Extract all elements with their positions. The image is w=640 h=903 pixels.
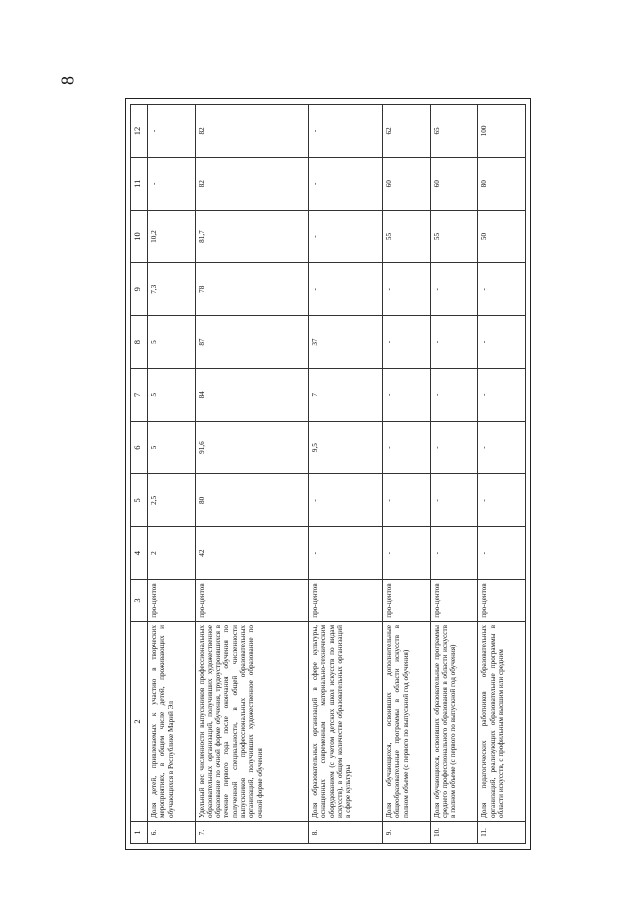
value-cell: -: [309, 157, 383, 210]
indicator-description: Доля обучающихся, освоивших образовательные программы среднего профессионального образования в области искусств в полном объеме (с первого по выпускной год обучения): [430, 622, 478, 822]
value-cell: -: [478, 474, 526, 527]
table-row: [195, 105, 309, 844]
unit-cell: про-центов: [478, 580, 526, 622]
value-cell: -: [148, 105, 196, 158]
row-number: 6.: [148, 822, 196, 844]
value-cell: -: [309, 263, 383, 316]
unit-cell: про-центов: [430, 580, 478, 622]
value-cell: 7,3: [148, 263, 196, 316]
value-cell: 60: [383, 157, 431, 210]
row-number: 7.: [195, 822, 309, 844]
value-cell: -: [430, 527, 478, 580]
value-cell: 82: [195, 105, 309, 158]
column-header: 1: [131, 822, 148, 844]
column-header: 10: [131, 210, 148, 263]
unit-cell: про-центов: [383, 580, 431, 622]
value-cell: -: [383, 263, 431, 316]
indicator-description: Доля педагогических работников образовательных организаций, реализующих образовательные программы в области искусств, с профильным высшим или средним: [478, 622, 526, 822]
column-header: 12: [131, 105, 148, 158]
row-number: 11.: [478, 822, 526, 844]
indicator-table: [130, 104, 526, 844]
value-cell: 10,2: [148, 210, 196, 263]
rotated-table-container: [130, 104, 526, 844]
value-cell: 82: [195, 157, 309, 210]
unit-cell: про-центов: [309, 580, 383, 622]
value-cell: 87: [195, 316, 309, 369]
table-body: [148, 105, 526, 844]
column-header: 6: [131, 421, 148, 474]
table-row: [430, 105, 478, 844]
value-cell: 5: [148, 368, 196, 421]
value-cell: -: [430, 474, 478, 527]
value-cell: 7: [309, 368, 383, 421]
row-number: 9.: [383, 822, 431, 844]
value-cell: 84: [195, 368, 309, 421]
value-cell: -: [430, 368, 478, 421]
value-cell: 5: [148, 421, 196, 474]
indicator-description: Доля обучающихся, освоивших дополнительные общеобразовательные программы в области искусств в полном объеме (с первого по выпускной год обучения): [383, 622, 431, 822]
value-cell: 42: [195, 527, 309, 580]
indicator-table-frame: [125, 98, 531, 850]
row-number: 8.: [309, 822, 383, 844]
column-header: 8: [131, 316, 148, 369]
value-cell: -: [383, 474, 431, 527]
column-header: 9: [131, 263, 148, 316]
page-number: 8: [57, 76, 78, 85]
value-cell: -: [430, 421, 478, 474]
value-cell: 60: [430, 157, 478, 210]
unit-cell: про-центов: [195, 580, 309, 622]
value-cell: 55: [430, 210, 478, 263]
indicator-description: Доля детей, привлекаемых к участию в творческих мероприятиях, в общем числе детей, проживающих и обучающихся в Республике Марий Эл: [148, 622, 196, 822]
value-cell: -: [309, 210, 383, 263]
value-cell: -: [430, 316, 478, 369]
column-header: 2: [131, 622, 148, 822]
value-cell: -: [478, 527, 526, 580]
column-header: 5: [131, 474, 148, 527]
value-cell: 78: [195, 263, 309, 316]
value-cell: -: [309, 527, 383, 580]
value-cell: 5: [148, 316, 196, 369]
value-cell: 37: [309, 316, 383, 369]
table-row: [383, 105, 431, 844]
value-cell: 91,6: [195, 421, 309, 474]
table-row: [148, 105, 196, 844]
value-cell: -: [383, 421, 431, 474]
value-cell: -: [148, 157, 196, 210]
value-cell: -: [383, 316, 431, 369]
value-cell: 81,7: [195, 210, 309, 263]
value-cell: -: [478, 368, 526, 421]
column-header: 3: [131, 580, 148, 622]
column-header: 7: [131, 368, 148, 421]
table-header-row: [131, 105, 148, 844]
indicator-description: Доля образовательных организаций в сфере культуры, оснащенных современным материально-техническим оборудованием (с учетом детских школ искусств по видам искусств), в общем количестве образовательных организаций в сфере культуры: [309, 622, 383, 822]
column-header: 11: [131, 157, 148, 210]
value-cell: -: [383, 368, 431, 421]
column-header: 4: [131, 527, 148, 580]
value-cell: 80: [195, 474, 309, 527]
row-number: 10.: [430, 822, 478, 844]
value-cell: 80: [478, 157, 526, 210]
indicator-description: Удельный вес численности выпускников профессиональных образовательных организаций, получивших художественное образование по очной форме обучения, трудоустроившихся в течение первого года после окончания обучения по полученной специальности, в общей численности выпускников профессиональных образовательных организаций, получивших художественное образование по очной форме обучения: [195, 622, 309, 822]
value-cell: 2,5: [148, 474, 196, 527]
value-cell: -: [430, 263, 478, 316]
value-cell: 2: [148, 527, 196, 580]
value-cell: -: [309, 474, 383, 527]
unit-cell: про-центов: [148, 580, 196, 622]
table-row: [309, 105, 383, 844]
table-row: [478, 105, 526, 844]
value-cell: 100: [478, 105, 526, 158]
value-cell: 65: [430, 105, 478, 158]
value-cell: -: [309, 105, 383, 158]
value-cell: -: [478, 316, 526, 369]
value-cell: 62: [383, 105, 431, 158]
value-cell: 50: [478, 210, 526, 263]
value-cell: 9,5: [309, 421, 383, 474]
value-cell: -: [478, 263, 526, 316]
value-cell: -: [478, 421, 526, 474]
value-cell: -: [383, 527, 431, 580]
value-cell: 55: [383, 210, 431, 263]
